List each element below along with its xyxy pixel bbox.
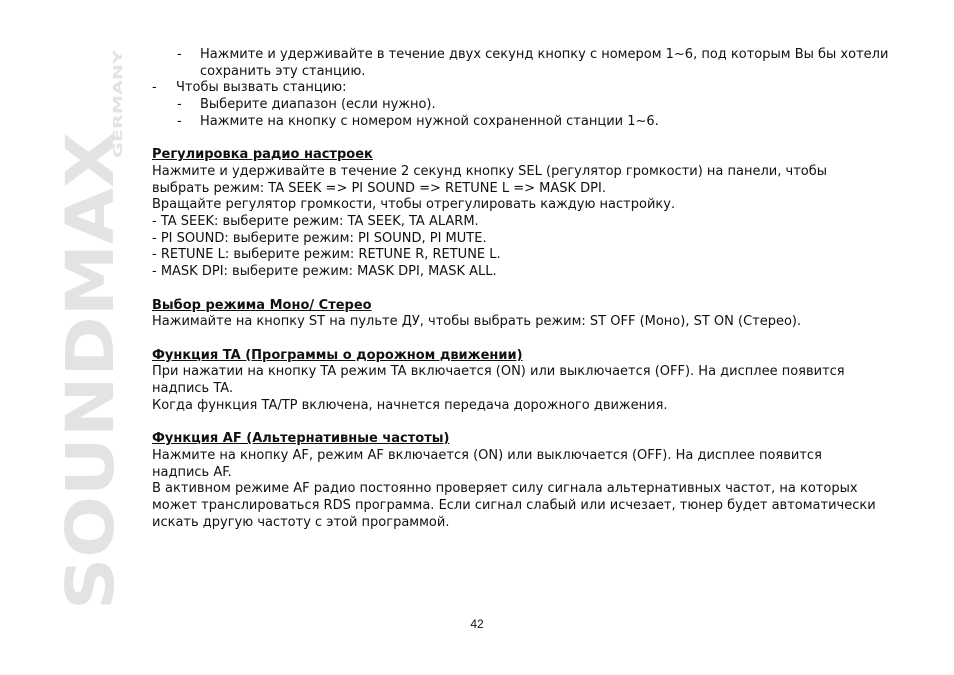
- list-item: [152, 114, 922, 131]
- paragraph-line: - TA SEEK: выберите режим: TA SEEK, TA ALARM.: [152, 214, 479, 230]
- section-heading: Регулировка радио настроек: [152, 147, 373, 163]
- list-dash: -: [177, 113, 182, 129]
- paragraph-line: Нажимайте на кнопку ST на пульте ДУ, чтобы выбрать режим: ST OFF (Моно), ST ON (Стерео).: [152, 314, 802, 330]
- list-item-text: Чтобы вызвать станцию:: [176, 80, 347, 96]
- page-number: 42: [470, 617, 484, 631]
- list-item: [152, 97, 922, 114]
- list-dash: -: [152, 80, 157, 96]
- list-item-text: сохранить эту станцию.: [200, 63, 366, 79]
- logo-tagline: GERMANY: [111, 90, 125, 158]
- list-item-text: Выберите диапазон (если нужно).: [200, 97, 436, 113]
- list-dash: -: [177, 47, 182, 62]
- paragraph-line: - PI SOUND: выберите режим: PI SOUND, PI MUTE.: [152, 230, 487, 246]
- paragraph-line: надпись AF.: [152, 464, 232, 480]
- list-dash: -: [177, 97, 182, 113]
- list-item: [152, 80, 922, 97]
- paragraph-line: искать другую частоту с этой программой.: [152, 514, 450, 530]
- page-content: [152, 47, 922, 531]
- logo-wordmark: SOUNDMAX: [52, 175, 129, 610]
- list-item-text: Нажмите и удерживайте в течение двух секунд кнопку с номером 1~6, под которым Вы бы хотели: [200, 47, 889, 62]
- paragraph-line: Вращайте регулятор громкости, чтобы отрегулировать каждую настройку.: [152, 197, 676, 213]
- list-item-text: Нажмите на кнопку с номером нужной сохраненной станции 1~6.: [200, 113, 659, 129]
- paragraph-line: - RETUNE L: выберите режим: RETUNE R, RETUNE L.: [152, 247, 501, 263]
- paragraph-line: - MASK DPI: выберите режим: MASK DPI, MASK ALL.: [152, 264, 497, 280]
- list-item: [152, 47, 922, 64]
- paragraph-line: Когда функция TA/TP включена, начнется передача дорожного движения.: [152, 397, 668, 413]
- paragraph-line: выбрать режим: TA SEEK => PI SOUND => RETUNE L => MASK DPI.: [152, 180, 606, 196]
- paragraph-line: Нажмите и удерживайте в течение 2 секунд кнопку SEL (регулятор громкости) на панели, чтобы: [152, 163, 828, 179]
- paragraph-line: надпись TA.: [152, 381, 234, 397]
- section-heading: Выбор режима Моно/ Стерео: [152, 297, 372, 313]
- paragraph-line: Нажмите на кнопку AF, режим AF включается (ON) или выключается (OFF). На дисплее появится: [152, 447, 822, 463]
- list-item: [152, 64, 922, 81]
- section-heading: Функция AF (Альтернативные частоты): [152, 431, 450, 447]
- section-heading: Функция TA (Программы о дорожном движении): [152, 347, 523, 363]
- paragraph-line: может транслироваться RDS программа. Если сигнал слабый или исчезает, тюнер будет автоматически: [152, 497, 876, 513]
- paragraph-line: В активном режиме AF радио постоянно проверяет силу сигнала альтернативных частот, на которых: [152, 481, 858, 497]
- paragraph-line: При нажатии на кнопку TA режим TA включается (ON) или выключается (OFF). На дисплее появится: [152, 364, 845, 380]
- soundmax-logo: [0, 0, 130, 675]
